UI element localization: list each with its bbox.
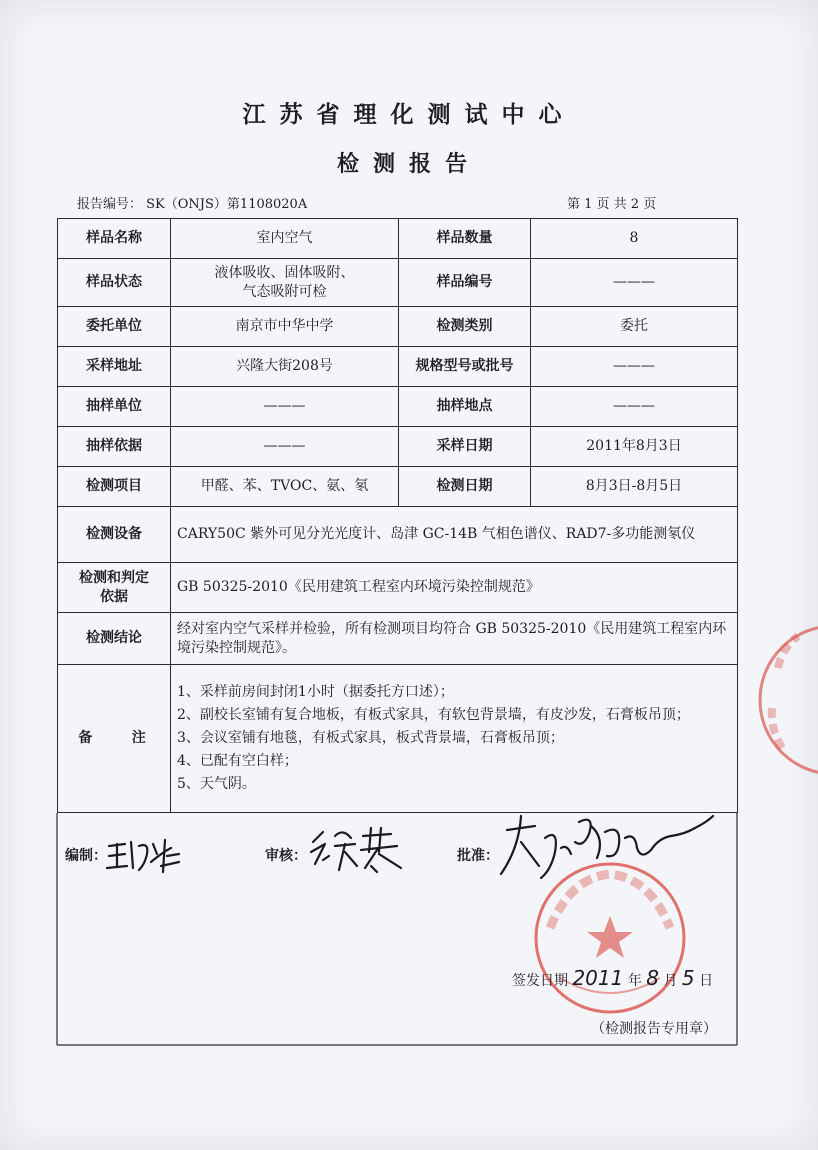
test-date-value: 8月3日-8月5日 [531,467,738,507]
sample-name-value: 室内空气 [171,219,399,259]
draw-basis-label: 抽样依据 [58,427,171,467]
remark-item: 3、会议室铺有地毯，有板式家具，板式背景墙，石膏板吊顶； [177,730,564,746]
test-date-label: 检测日期 [399,467,531,507]
issue-date [512,966,713,990]
basis-label-line: 检测和判定 [79,569,149,586]
sampling-address-label: 采样地址 [58,347,171,387]
remark-item: 2、副校长室铺有复合地板，有板式家具，有软包背景墙，有皮沙发，石膏板吊顶； [177,707,690,723]
sample-state-label: 样品状态 [58,259,171,307]
reviewed-by-label: 审核： [265,848,307,864]
month-unit: 月 [663,973,678,989]
sample-code-label: 样品编号 [399,259,531,307]
conclusion-value: 经对室内空气采样并检验，所有检测项目均符合 GB 50325-2010《民用建筑工程室内环境污染控制规范》。 [171,613,738,665]
issue-day: 5 [681,966,695,990]
remark-item: 4、已配有空白样； [177,753,298,769]
draw-unit-value: ——— [171,387,399,427]
test-type-label: 检测类别 [399,307,531,347]
report-number-label: 报告编号： [77,197,143,212]
draw-place-label: 抽样地点 [399,387,531,427]
report-title: 检测报告 [336,151,481,177]
basis-label-line: 依据 [100,588,128,605]
sampling-address-value: 兴隆大街208号 [171,347,399,387]
sample-qty-value: 8 [531,219,738,259]
client-value: 南京市中华中学 [171,307,399,347]
sample-state-line: 液体吸收、固体吸附、 [214,264,355,281]
sample-code-value: ——— [531,259,738,307]
test-type-value: 委托 [531,307,738,347]
sample-state-line: 气态吸附可检 [242,283,327,300]
organization-name: 江苏省理化测试中心 [242,101,576,128]
compiled-by-label: 编制： [65,848,107,864]
basis-value: GB 50325-2010《民用建筑工程室内环境污染控制规范》 [171,563,738,613]
seal-note: （检测报告专用章） [591,1021,717,1037]
issue-year: 2011 [572,966,624,990]
sampling-date-value: 2011年8月3日 [531,427,738,467]
day-unit: 日 [699,973,714,989]
report-number-value: SK（ONJS）第1108020A [146,197,308,212]
issue-month: 8 [646,966,659,990]
remark-item: 1、采样前房间封闭1小时（据委托方口述）； [177,684,454,700]
client-label: 委托单位 [58,307,171,347]
spec-label: 规格型号或批号 [399,347,531,387]
test-items-label: 检测项目 [58,467,171,507]
draw-unit-label: 抽样单位 [58,387,171,427]
sampling-date-label: 采样日期 [399,427,531,467]
year-unit: 年 [627,973,642,989]
test-items-value: 甲醛、苯、TVOC、氨、氡 [171,467,399,507]
page-info: 第 1 页 共 2 页 [567,197,657,212]
sample-qty-label: 样品数量 [399,219,531,259]
sample-name-label: 样品名称 [58,219,171,259]
draw-basis-value: ——— [171,427,399,467]
approved-by-label: 批准： [457,848,499,864]
equipment-label: 检测设备 [58,507,171,563]
draw-place-value: ——— [531,387,738,427]
remarks-label: 备 注 [58,665,171,813]
remark-item: 5、天气阴。 [177,776,256,792]
issue-date-label: 签发日期 [512,973,568,989]
equipment-value: CARY50C 紫外可见分光光度计、岛津 GC-14B 气相色谱仪、RAD7-多功能测氡仪 [171,507,738,563]
spec-value: ——— [531,347,738,387]
conclusion-label: 检测结论 [58,613,171,665]
